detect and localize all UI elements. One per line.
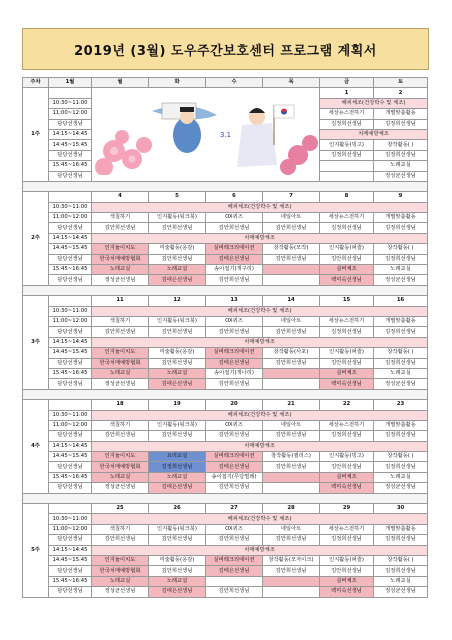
date-cell: 11 [92, 296, 149, 306]
time-cell: 담당선생님 [49, 327, 92, 337]
activity-cell: 네일아트 [263, 316, 320, 326]
teacher-cell: 김태은선생님 [149, 587, 206, 597]
day-header-sat: 토 [374, 78, 428, 88]
activity-cell: 인지활동(워크북) [149, 316, 206, 326]
activity-cell: 창작활동(모자이크) [263, 555, 320, 565]
teacher-cell: 한국치매예방협회 [92, 358, 149, 368]
activity-cell: 색칠하기 [92, 524, 149, 534]
exercise-cell: 해피체조(건강박수 및 체조) [92, 306, 428, 316]
teacher-cell: 김안희선생님 [263, 254, 320, 264]
teacher-cell: 김안희선생님 [149, 327, 206, 337]
teacher-cell: 김정희선생님 [374, 431, 428, 441]
teacher-cell: 김정희선생님 [320, 223, 374, 233]
time-cell: 11:00~12:00 [49, 420, 92, 430]
activity-cell: 인지활동(워크북) [149, 420, 206, 430]
teacher-cell: 김안희선생님 [263, 358, 320, 368]
activity-cell: 창작활동( ) [374, 244, 428, 254]
time-cell: 10:30~11:00 [49, 306, 92, 316]
teacher-cell: 김안희선생님 [206, 327, 263, 337]
date-cell: 19 [149, 400, 206, 410]
time-cell: 담당선생님 [49, 431, 92, 441]
date-cell: 12 [149, 296, 206, 306]
teacher-cell: 김안희선생님 [206, 223, 263, 233]
time-cell: 담당선생님 [49, 535, 92, 545]
teacher-cell: 김안희선생님 [149, 566, 206, 576]
week-date-row [23, 504, 428, 514]
time-cell: 10:30~11:00 [49, 202, 92, 212]
date-cell: 18 [92, 400, 149, 410]
date-cell: 9 [374, 192, 428, 202]
teacher-cell: 백미숙선생님 [320, 275, 374, 285]
march-first-independence-illustration-icon [92, 95, 319, 175]
time-cell: 15:45~16:45 [49, 576, 92, 586]
week-spacer [23, 285, 428, 295]
activity-cell: 노래교실 [92, 265, 149, 275]
teacher-cell: 정성균선생님 [374, 379, 428, 389]
teacher-cell: 김안희선생님 [263, 535, 320, 545]
date-cell: 28 [263, 504, 320, 514]
activity-cell: 송이접기(무당벌레) [206, 472, 263, 482]
week-spacer [23, 389, 428, 399]
date-cell: 29 [320, 504, 374, 514]
teacher-cell: 김태은선생님 [149, 275, 206, 285]
date-cell: 27 [206, 504, 263, 514]
time-cell: 11:00~12:00 [49, 316, 92, 326]
teacher-cell: 정성균선생님 [92, 379, 149, 389]
teacher-cell: 김안희선생님 [206, 483, 263, 493]
activity-cell [263, 368, 320, 378]
week-label: 2주 [23, 192, 49, 286]
date-sat: 2 [374, 88, 428, 98]
time-cell: 10:30~11:00 [49, 514, 92, 524]
activity-cell: 인지활동(퍼즐) [320, 244, 374, 254]
week1-date-row [23, 88, 428, 98]
week-label: 4주 [23, 400, 49, 494]
activity-cell: 실버레크리에이션 [206, 452, 263, 462]
teacher-cell: 김태은선생님 [206, 254, 263, 264]
activity-cell: 노래교실 [92, 472, 149, 482]
teacher-cell: 백미숙선생님 [320, 483, 374, 493]
day-header-fri: 금 [320, 78, 374, 88]
teacher-cell: 김안희선생님 [149, 535, 206, 545]
teacher-cell: 김안희선생님 [149, 431, 206, 441]
teacher-cell: 김정희선생님 [320, 431, 374, 441]
week-date-row [23, 296, 428, 306]
teacher-cell: 김안희선생님 [320, 462, 374, 472]
teacher-cell: 김정희선생님 [149, 462, 206, 472]
activity-cell: 세상뉴스전하기 [320, 316, 374, 326]
activity-cell: 인지활동(빙고) [320, 452, 374, 462]
teacher-cell: 정성균선생님 [92, 275, 149, 285]
teacher-cell: 정성균선생님 [374, 483, 428, 493]
teacher-cell [263, 483, 320, 493]
teacher-cell: 정성균선생님 [92, 483, 149, 493]
teacher-cell: 김안희선생님 [206, 275, 263, 285]
activity-cell: 개별맞춤활동 [374, 213, 428, 223]
activity-cell: OX퀴즈 [206, 420, 263, 430]
time-cell: 11:00~12:00 [49, 213, 92, 223]
dementia-cell: 치매예방체조 [92, 337, 428, 347]
teacher-cell: 정성균선생님 [374, 275, 428, 285]
activity-cell: 창작활동(퀼리스) [263, 452, 320, 462]
week-label: 3주 [23, 296, 49, 390]
activity-cell: 세상뉴스전하기 [320, 213, 374, 223]
time-cell: 담당선생님 [49, 379, 92, 389]
day-header-mon: 월 [92, 78, 149, 88]
activity-cell: 개별맞춤활동 [374, 524, 428, 534]
date-cell: 6 [206, 192, 263, 202]
activity-cell: 실버레크리에이션 [206, 555, 263, 565]
teacher-cell: 김안희선생님 [206, 379, 263, 389]
activity-cell: 네일아트 [263, 420, 320, 430]
teacher-cell: 김안희선생님 [320, 358, 374, 368]
activity-cell: 노래교실 [92, 368, 149, 378]
teacher-cell: 김안희선생님 [149, 223, 206, 233]
dementia-cell: 치매예방체조 [92, 545, 428, 555]
time-cell: 담당선생님 [49, 566, 92, 576]
teacher-cell: 김태은선생님 [206, 462, 263, 472]
exercise-cell: 해피체조(건강박수 및 체조) [92, 410, 428, 420]
activity-cell: 인지활동(퍼즐) [320, 348, 374, 358]
teacher-cell: 한국치매예방협회 [92, 462, 149, 472]
activity-cell: 미술활동(옹감) [149, 244, 206, 254]
week-spacer [23, 181, 428, 191]
activity-cell: 인지놀이치도 [92, 555, 149, 565]
activity-cell: 송이접기(개나리) [206, 368, 263, 378]
teacher-cell [263, 379, 320, 389]
activity-cell: OX퀴즈 [206, 213, 263, 223]
teacher-cell [263, 587, 320, 597]
schedule-table: 주차 1월 월 화 수 목 금 토 1주 3.1 1 2 10:30~11:00 해피체조(건강박수 및 체조) 11:00~12:00 세상뉴스전하기 개별맞춤활동 담당선생님 김정희선생님 김정희선생님 14:15~14:45 치매예방체조 14:45~15:45 인지활동(빙고) 창작활동( ) 담당선생님 김정희선생님 김정희선생님 15:45~16:45 노래교실 담당선생님 정성균선생님 2주 4 5 6 7 8 9 10:30~11:00 해피체조(건강박수 및 체조) 11:00~12:00 색칠하기 인지활동(워크북) OX퀴즈 네일아트 세상뉴스전하기 개별맞춤활동 담당선생님 김안희선생님 김안희선생님 김안희선생님 김안희선생님 김정희선생님 김정희선생님 14:15~14:45 치매예방체조 14:45~15:45 인지놀이치도 미술활동(옹감) 실버레크리에이션 창작활동(모작) 인지활동(퍼즐) 창작활동( ) 담당선생님 한국치매예방협회 김안희선생님 김태은선생님 김안희선생님 김안희선생님 김정희선생님 15:45~16:45 노래교실 노래교실 송이접기(개구리) 실버체조 노래교실 담당선생님 정성균선생님 김태은선생님 김안희선생님 백미숙선생님 정성균선생님 3주 11 12 13 14 15 16 10:30~11:00 해피체조(건강박수 및 체조) 11:00~12:00 색칠하기 인지활동(워크북) OX퀴즈 네일아트 세상뉴스전하기 개별맞춤활동 담당선생님 김안희선생님 김안희선생님 김안희선생님 김안희선생님 김정희선생님 김정희선생님 14:15~14:45 치매예방체조 14:45~15:45 인지놀이치도 미술활동(옹감) 실버레크리에이션 창작활동(사포) 인지활동(퍼즐) 창작활동( ) 담당선생님 한국치매예방협회 김안희선생님 김태은선생님 김안희선생님 김안희선생님 김정희선생님 15:45~16:45 노래교실 노래교실 송이접기(개나리) 실버체조 노래교실 담당선생님 정성균선생님 김태은선생님 김안희선생님 백미숙선생님 정성균선생님 4주 18 19 20 21 22 23 10:30~11:00 해피체조(건강박수 및 체조) 11:00~12:00 색칠하기 인지활동(워크북) OX퀴즈 네일아트 세상뉴스전하기 개별맞춤활동 담당선생님 김안희선생님 김안희선생님 김안희선생님 김안희선생님 김정희선생님 김정희선생님 14:15~14:45 치매예방체조 14:45~15:45 인지놀이치도 요리교실 실버레크리에이션 창작활동(퀼리스) 인지활동(빙고) 창작활동( ) 담당선생님 한국치매예방협회 김정희선생님 김태은선생님 김안희선생님 김안희선생님 김정희선생님 15:45~16:45 노래교실 노래교실 송이접기(무당벌레) 실버체조 노래교실 담당선생님 정성균선생님 김태은선생님 김안희선생님 백미숙선생님 정성균선생님 5주 25 26 27 28 29 30 10:30~11:00 해피체조(건강박수 및 체조) 11:00~12:00 색칠하기 인지활동(워크북) OX퀴즈 네일아트 세상뉴스전하기 개별맞춤활동 담당선생님 김안희선생님 김안희선생님 김안희선생님 김안희선생님 김정희선생님 김정희선생님 14:15~14:45 치매예방체조 14:45~15:45 인지놀이치도 미술활동(옹감) 실버레크리에이션 창작활동(모자이크) 인지활동(퍼즐) 창작활동( ) 담당선생님 한국치매예방협회 김안희선생님 김태은선생님 김안희선생님 김안희선생님 김정희선생님 15:45~16:45 노래교실 노래교실 실버체조 노래교실 담당선생님 정성균선생님 김태은선생님 김안희선생님 백미숙선생님 정성균선생님 [22, 77, 428, 598]
date-fri: 1 [320, 88, 374, 98]
time-cell [49, 400, 92, 410]
teacher-cell: 김태은선생님 [149, 379, 206, 389]
exercise-cell: 해피체조(건강박수 및 체조) [92, 514, 428, 524]
exercise-cell: 해피체조(건강박수 및 체조) [92, 202, 428, 212]
time-cell [49, 504, 92, 514]
activity-cell: 실버체조 [320, 265, 374, 275]
time-cell: 14:45~15:45 [49, 452, 92, 462]
activity-cell: 실버레크리에이션 [206, 348, 263, 358]
teacher-cell: 김정희선생님 [320, 535, 374, 545]
date-cell: 13 [206, 296, 263, 306]
activity-cell: 인지놀이치도 [92, 348, 149, 358]
time-cell: 14:45~15:45 [49, 348, 92, 358]
teacher-cell: 백미숙선생님 [320, 587, 374, 597]
header-row [23, 78, 428, 88]
week-column-header: 주차 [23, 78, 49, 88]
activity-cell: 색칠하기 [92, 213, 149, 223]
date-cell: 4 [92, 192, 149, 202]
time-cell: 14:15~14:45 [49, 233, 92, 243]
activity-cell: 인지놀이치도 [92, 452, 149, 462]
activity-cell: 색칠하기 [92, 316, 149, 326]
activity-cell: 개별맞춤활동 [374, 420, 428, 430]
time-cell: 15:45~16:45 [49, 472, 92, 482]
activity-cell: OX퀴즈 [206, 524, 263, 534]
activity-cell: 노래교실 [149, 265, 206, 275]
activity-cell: 송이접기(개구리) [206, 265, 263, 275]
teacher-cell: 김정희선생님 [374, 535, 428, 545]
activity-cell: 요리교실 [149, 452, 206, 462]
date-cell: 15 [320, 296, 374, 306]
time-cell: 담당선생님 [49, 587, 92, 597]
teacher-cell: 정성균선생님 [92, 587, 149, 597]
teacher-cell: 김정희선생님 [374, 327, 428, 337]
activity-cell: 노래교실 [149, 472, 206, 482]
activity-cell: 인지놀이치도 [92, 244, 149, 254]
teacher-cell: 김안희선생님 [206, 535, 263, 545]
illustration-cell [92, 88, 320, 182]
date-cell: 8 [320, 192, 374, 202]
date-cell: 16 [374, 296, 428, 306]
dementia-cell: 치매예방체조 [92, 233, 428, 243]
time-cell: 14:45~15:45 [49, 244, 92, 254]
activity-cell: 노래교실 [374, 265, 428, 275]
page-title: 2019년 (3월) 도우주간보호센터 프로그램 계획서 [22, 28, 429, 70]
activity-cell [263, 472, 320, 482]
week-spacer [23, 493, 428, 503]
teacher-cell: 한국치매예방협회 [92, 566, 149, 576]
activity-cell: 실버레크리에이션 [206, 244, 263, 254]
day-header-tue: 화 [149, 78, 206, 88]
time-cell: 14:15~14:45 [49, 545, 92, 555]
teacher-cell: 김태은선생님 [206, 358, 263, 368]
activity-cell: 창작활동(사포) [263, 348, 320, 358]
week-label: 5주 [23, 504, 49, 598]
time-cell: 14:15~14:45 [49, 441, 92, 451]
time-cell: 15:45~16:45 [49, 368, 92, 378]
time-cell: 담당선생님 [49, 358, 92, 368]
activity-cell: 미술활동(옹감) [149, 555, 206, 565]
teacher-cell: 김안희선생님 [92, 223, 149, 233]
teacher-cell: 백미숙선생님 [320, 379, 374, 389]
activity-cell: 네일아트 [263, 213, 320, 223]
activity-cell: 인지활동(워크북) [149, 213, 206, 223]
day-header-thu: 목 [263, 78, 320, 88]
teacher-cell: 김안희선생님 [263, 462, 320, 472]
time-cell: 14:45~15:45 [49, 555, 92, 565]
time-cell: 10:30~11:00 [49, 410, 92, 420]
time-cell [49, 192, 92, 202]
time-cell: 담당선생님 [49, 275, 92, 285]
activity-cell [206, 576, 263, 586]
time-cell: 담당선생님 [49, 254, 92, 264]
week-label: 1주 [23, 88, 49, 182]
time-cell: 담당선생님 [49, 462, 92, 472]
activity-cell: 노래교실 [149, 368, 206, 378]
activity-cell: 노래교실 [374, 576, 428, 586]
teacher-cell [263, 275, 320, 285]
activity-cell: 개별맞춤활동 [374, 316, 428, 326]
teacher-cell: 김안희선생님 [92, 327, 149, 337]
teacher-cell: 김정희선생님 [374, 254, 428, 264]
time-cell: 11:00~12:00 [49, 524, 92, 534]
teacher-cell: 김안희선생님 [263, 327, 320, 337]
teacher-cell: 한국치매예방협회 [92, 254, 149, 264]
illustration-caption: 3.1 [220, 130, 232, 139]
activity-cell [263, 265, 320, 275]
teacher-cell: 김안희선생님 [92, 431, 149, 441]
teacher-cell: 김안희선생님 [320, 566, 374, 576]
time-cell [49, 296, 92, 306]
teacher-cell: 정성균선생님 [374, 587, 428, 597]
activity-cell: 창작활동(모작) [263, 244, 320, 254]
activity-cell: 네일아트 [263, 524, 320, 534]
activity-cell: 인지활동(퍼즐) [320, 555, 374, 565]
teacher-cell: 김정희선생님 [374, 223, 428, 233]
activity-cell: 인지활동(워크북) [149, 524, 206, 534]
teacher-cell: 김안희선생님 [206, 431, 263, 441]
date-cell: 5 [149, 192, 206, 202]
date-cell: 22 [320, 400, 374, 410]
activity-cell: 실버체조 [320, 472, 374, 482]
month-header: 1월 [49, 78, 92, 88]
week-date-row [23, 192, 428, 202]
teacher-cell: 김안희선생님 [263, 431, 320, 441]
day-header-wed: 수 [206, 78, 263, 88]
dementia-cell: 치매예방체조 [92, 441, 428, 451]
time-cell: 담당선생님 [49, 483, 92, 493]
date-cell: 21 [263, 400, 320, 410]
teacher-cell: 김태은선생님 [149, 483, 206, 493]
teacher-cell: 김안희선생님 [149, 254, 206, 264]
date-cell: 30 [374, 504, 428, 514]
activity-cell: OX퀴즈 [206, 316, 263, 326]
teacher-cell: 김안희선생님 [320, 254, 374, 264]
teacher-cell: 김태은선생님 [206, 566, 263, 576]
teacher-cell: 김안희선생님 [206, 587, 263, 597]
teacher-cell: 김안희선생님 [263, 223, 320, 233]
activity-cell: 노래교실 [374, 368, 428, 378]
activity-cell: 노래교실 [374, 472, 428, 482]
date-cell: 23 [374, 400, 428, 410]
activity-cell: 색칠하기 [92, 420, 149, 430]
teacher-cell: 김안희선생님 [149, 358, 206, 368]
teacher-cell: 김정희선생님 [374, 566, 428, 576]
activity-cell: 세상뉴스전하기 [320, 524, 374, 534]
date-cell: 25 [92, 504, 149, 514]
week-date-row [23, 400, 428, 410]
date-cell: 20 [206, 400, 263, 410]
activity-cell: 실버체조 [320, 368, 374, 378]
activity-cell: 노래교실 [149, 576, 206, 586]
activity-cell [263, 576, 320, 586]
teacher-cell: 김안희선생님 [263, 566, 320, 576]
activity-cell: 노래교실 [92, 576, 149, 586]
date-cell: 7 [263, 192, 320, 202]
activity-cell: 세상뉴스전하기 [320, 420, 374, 430]
teacher-cell: 김정희선생님 [374, 358, 428, 368]
time-cell: 담당선생님 [49, 223, 92, 233]
teacher-cell: 김안희선생님 [92, 535, 149, 545]
teacher-cell: 김정희선생님 [374, 462, 428, 472]
date-cell: 26 [149, 504, 206, 514]
activity-cell: 창작활동( ) [374, 348, 428, 358]
teacher-cell: 김정희선생님 [320, 327, 374, 337]
activity-cell: 실버체조 [320, 576, 374, 586]
time-cell: 14:15~14:45 [49, 337, 92, 347]
activity-cell: 미술활동(옹감) [149, 348, 206, 358]
activity-cell: 창작활동( ) [374, 452, 428, 462]
activity-cell: 창작활동( ) [374, 555, 428, 565]
time-cell: 15:45~16:45 [49, 265, 92, 275]
date-cell: 14 [263, 296, 320, 306]
